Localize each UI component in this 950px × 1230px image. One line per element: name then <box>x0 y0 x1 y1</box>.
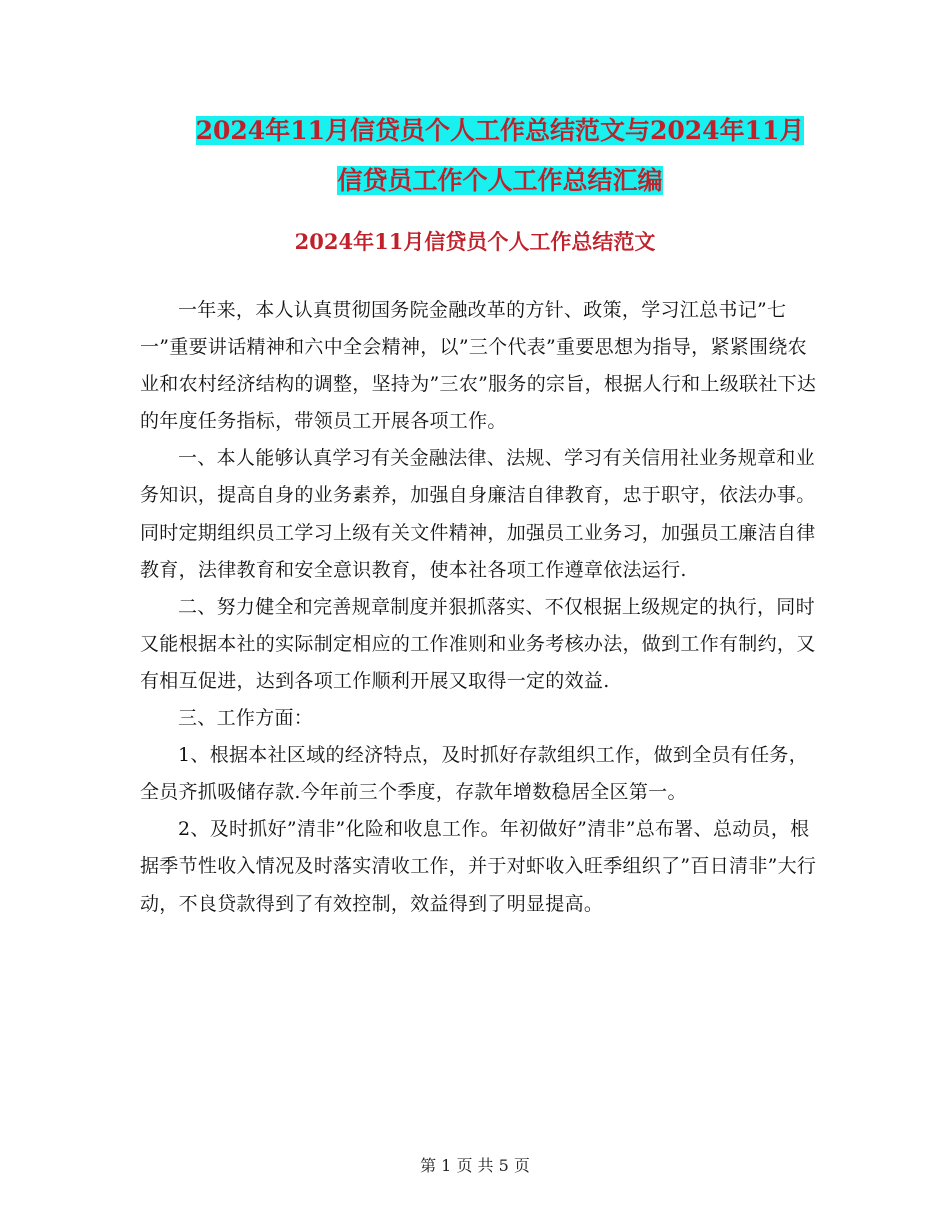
body-paragraph-two: 二、努力健全和完善规章制度并狠抓落实、不仅根据上级规定的执行，同时又能根据本社的实际制定相应的工作准则和业务考核办法，做到工作有制约，又有相互促进，达到各项工作顺利开展又取得一定的效益. <box>140 595 816 692</box>
body-paragraph-three-heading: 三、工作方面： <box>178 707 314 730</box>
document-title-line-2: 信贷员工作个人工作总结汇编 <box>337 166 663 195</box>
page-footer: 第 1 页 共 5 页 <box>420 1156 530 1175</box>
body-paragraph-one: 一、本人能够认真学习有关金融法律、法规、学习有关信用社业务规章和业务知识，提高自身的业务素养，加强自身廉洁自律教育，忠于职守，依法办事。同时定期组织员工学习上级有关文件精神，加强员工业务习，加强员工廉洁自律教育，法律教育和安全意识教育，使本社各项工作遵章依法运行. <box>140 447 816 581</box>
document-body <box>140 292 825 923</box>
body-paragraph-item-1: 1、根据本社区域的经济特点，及时抓好存款组织工作，做到全员有任务，全员齐抓吸储存款.今年前三个季度，存款年增数稳居全区第一。 <box>140 744 808 804</box>
section-heading: 2024年11月信贷员个人工作总结范文 <box>294 229 656 254</box>
body-paragraph-item-2: 2、及时抓好”清非”化险和收息工作。年初做好”清非”总布署、总动员，根据季节性收入情况及时落实清收工作，并于对虾收入旺季组织了”百日清非”大行动，不良贷款得到了有效控制，效益得到了明显提高。 <box>140 818 817 915</box>
body-paragraph-intro: 一年来，本人认真贯彻国务院金融改革的方针、政策，学习江总书记”七一”重要讲话精神和六中全会精神，以”三个代表”重要思想为指导，紧紧围绕农业和农村经济结构的调整，坚持为”三农”服务的宗旨，根据人行和上级联社下达的年度任务指标，带领员工开展各项工作。 <box>140 299 817 433</box>
document-title <box>140 106 860 206</box>
document-title-line-1: 2024年11月信贷员个人工作总结范文与2024年11月 <box>195 116 805 145</box>
